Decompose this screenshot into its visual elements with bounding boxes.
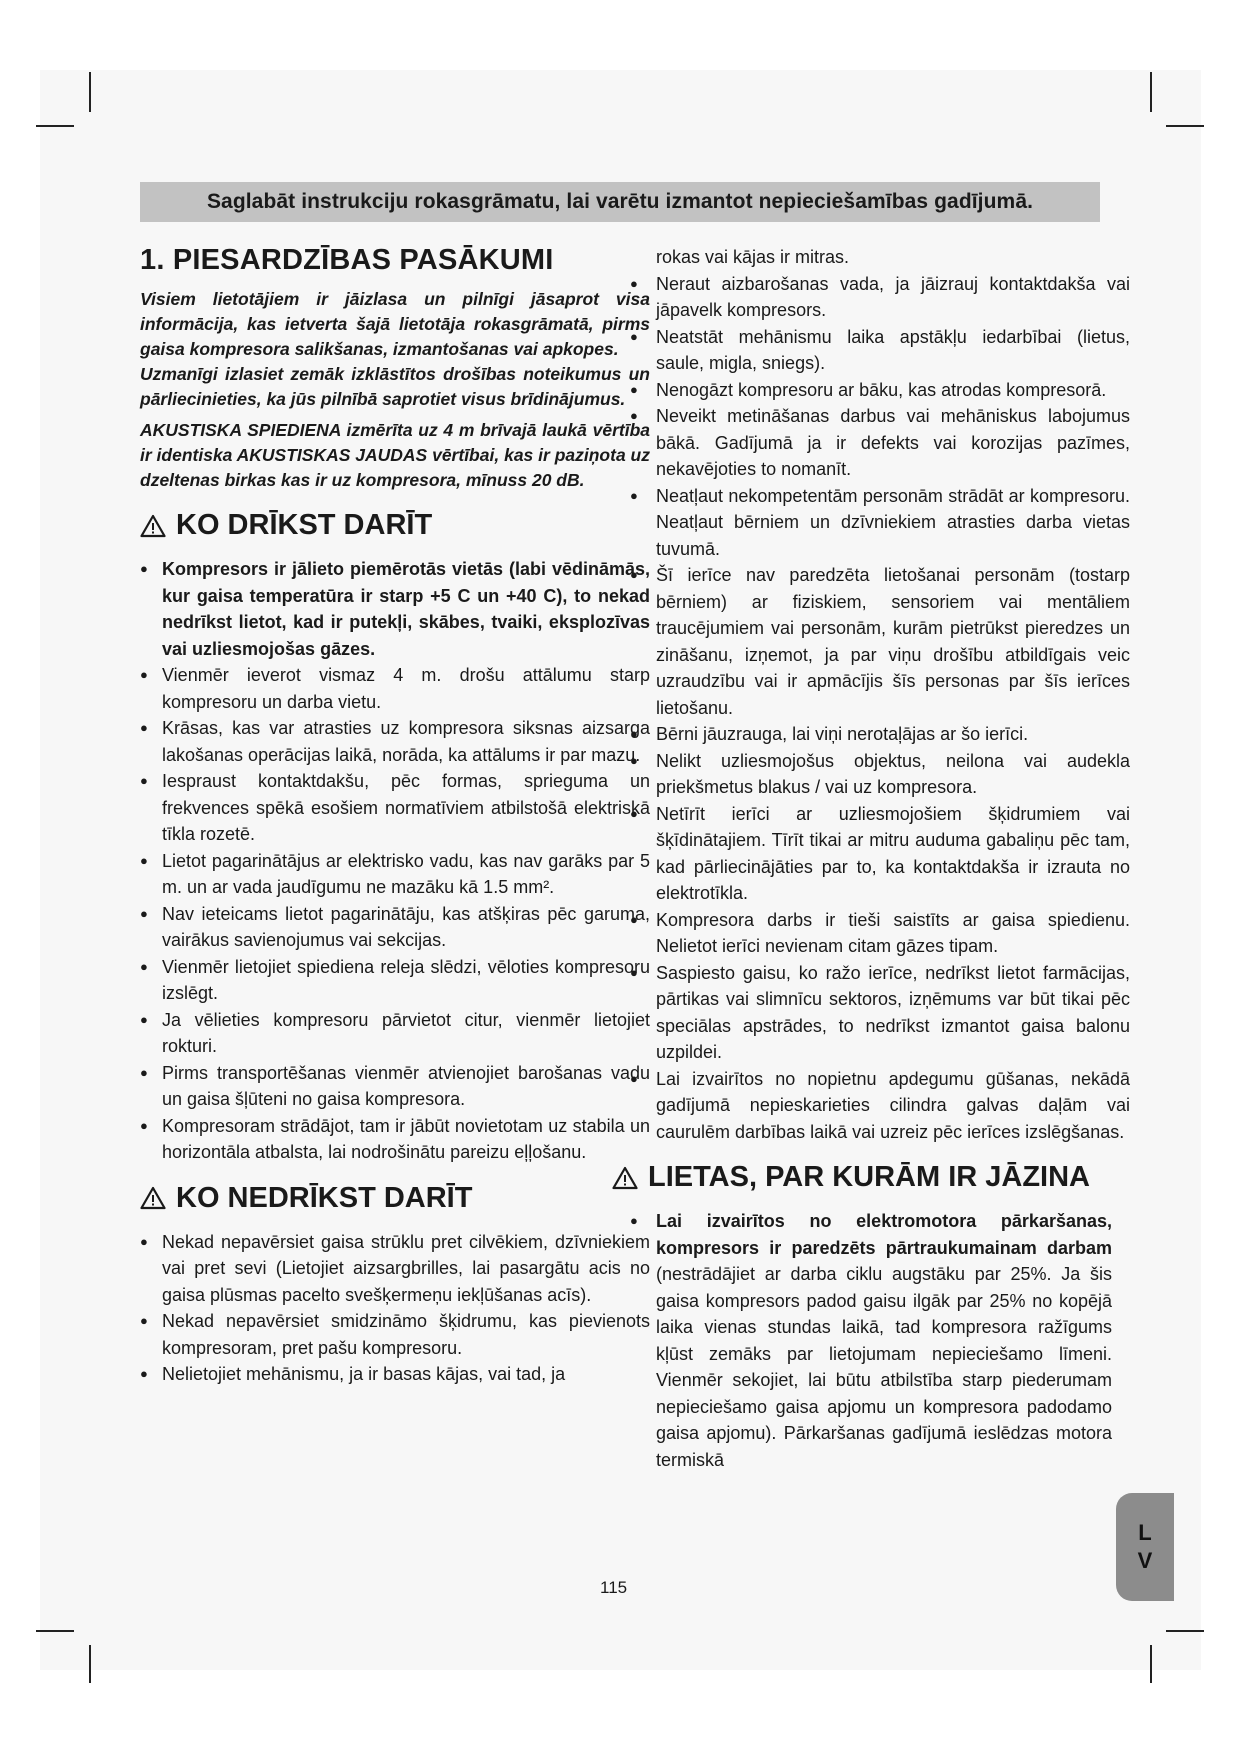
- list-item: ● Saspiesto gaisu, ko ražo ierīce, nedrīkst lietot farmācijas, pārtikas vai slimnīcu sektoros, izņēmums var būt tikai pēc speciālas apstrādes, to nedrīkst izmantot gaisa balonu uzpildei.: [630, 960, 1130, 1066]
- note-title: LIETAS, PAR KURĀM IR JĀZINA: [648, 1161, 1090, 1193]
- list-item: ● Neatstāt mehānismu laika apstākļu iedarbībai (lietus, saule, migla, sniegs).: [630, 324, 1130, 377]
- crop-mark: [89, 72, 91, 112]
- crop-mark: [1150, 1645, 1152, 1683]
- left-column: [140, 244, 650, 1388]
- crop-mark: [1150, 72, 1152, 112]
- dont-list-left: [140, 1229, 650, 1388]
- section-title: 1. PIESARDZĪBAS PASĀKUMI: [140, 244, 554, 276]
- note-bold-text: Lai izvairītos no elektromotora pārkaršanas, kompresors ir paredzēts pārtraukumainam darbam: [656, 1211, 1112, 1258]
- crop-mark: [1166, 125, 1204, 127]
- list-item: ● Nav ieteicams lietot pagarinātāju, kas atšķiras pēc garuma, vairākus savienojumus vai sekcijas.: [140, 901, 650, 954]
- list-item: ● Iespraust kontaktdakšu, pēc formas, sprieguma un frekvences spēkā esošiem normatīviem atbilstošā elektriskā tīkla rozetē.: [140, 768, 650, 848]
- notice-banner: Saglabāt instrukciju rokasgrāmatu, lai varētu izmantot nepieciešamības gadījumā.: [140, 182, 1100, 222]
- list-item: ● Vienmēr ieverot vismaz 4 m. drošu attālumu starp kompresoru un darba vietu.: [140, 662, 650, 715]
- list-item: ● Kompresoram strādājot, tam ir jābūt novietotam uz stabila un horizontāla atbalsta, lai nodrošinātu pareizu eļļošanu.: [140, 1113, 650, 1166]
- list-item: ● Nekad nepavērsiet gaisa strūklu pret cilvēkiem, dzīvniekiem vai pret sevi (Lietojiet aizsargbrilles, lai pasargātu acis no gaisa plūsmas pacelto svešķermeņu iekļūšanas acīs).: [140, 1229, 650, 1309]
- list-item: ● Lietot pagarinātājus ar elektrisko vadu, kas nav garāks par 5 m. un ar vada jaudīgumu ne mazāku kā 1.5 mm².: [140, 848, 650, 901]
- list-item: ● Nelietojiet mehānismu, ja ir basas kājas, vai tad, ja: [140, 1361, 650, 1388]
- list-item: ● Bērni jāuzrauga, lai viņi nerotaļājas ar šo ierīci.: [630, 721, 1130, 748]
- list-item: ● Nekad nepavērsiet smidzināmo šķidrumu, kas pievienots kompresoram, pret pašu kompresoru.: [140, 1308, 650, 1361]
- intro-paragraph: Visiem lietotājiem ir jāizlasa un pilnīgi jāsaprot visa informācija, kas ietverta šajā lietotāja rokasgrāmatā, pirms gaisa kompresora salikšanas, izmantošanas vai apkopes.: [140, 289, 650, 359]
- intro-text: [140, 287, 650, 493]
- page-number: 115: [600, 1578, 628, 1597]
- language-tab-letter: V: [1137, 1548, 1153, 1573]
- dont-list-right: [630, 271, 1130, 1146]
- list-item: ● Kompresora darbs ir tieši saistīts ar gaisa spiedienu. Nelietot ierīci nevienam citam gāzes tipam.: [630, 907, 1130, 960]
- list-item: ● Šī ierīce nav paredzēta lietošanai personām (tostarp bērniem) ar fiziskiem, sensoriem vai mentāliem traucējumiem vai personām, kurām pietrūkst pieredzes un zināšanu, izņemot, ja par viņu drošību atbildīgais veic uzraudzību vai ir apmācījis šīs personas par šīs ierīces lietošanu.: [630, 562, 1130, 721]
- language-tab-letter: L: [1138, 1520, 1152, 1545]
- list-item: ● Nenogāzt kompresoru ar bāku, kas atrodas kompresorā.: [630, 377, 1130, 404]
- list-item: ● Neraut aizbarošanas vada, ja jāizrauj kontaktdakša vai jāpavelk kompresors.: [630, 271, 1130, 324]
- intro-paragraph: AKUSTISKA SPIEDIENA izmērīta uz 4 m brīvajā laukā vērtība ir identiska AKUSTISKAS JAUDAS vērtībai, kas ir paziņota uz dzeltenas birkas kas ir uz kompresora, mīnuss 20 dB.: [140, 420, 650, 490]
- list-item: ● Netīrīt ierīci ar uzliesmojošiem šķidrumiem vai šķīdinātajiem. Tīrīt tikai ar mitru auduma gabaliņu pēc tam, kad pārliecinājāties par to, ka kontaktdakša ir izrauta no elektrotīkla.: [630, 801, 1130, 907]
- crop-mark: [36, 1630, 74, 1632]
- language-tab: [1116, 1493, 1174, 1601]
- list-item: ● Kompresors ir jālieto piemērotās vietās (labi vēdināmās, kur gaisa temperatūra ir starp +5 C un +40 C), to nekad nedrīkst lietot, kad ir putekļi, skābes, tvaiki, eksplozīvas vai uzliesmojošas gāzes.: [140, 556, 650, 662]
- list-item: ● Pirms transportēšanas vienmēr atvienojiet barošanas vadu un gaisa šļūteni no gaisa kompresora.: [140, 1060, 650, 1113]
- do-heading: [140, 509, 650, 542]
- warning-triangle-icon: [140, 514, 166, 538]
- dont-title: KO NEDRĪKST DARĪT: [176, 1181, 473, 1214]
- continued-text: rokas vai kājas ir mitras.: [656, 247, 850, 267]
- crop-mark: [1166, 1630, 1204, 1632]
- crop-mark: [89, 1645, 91, 1683]
- list-item: ● Neveikt metināšanas darbus vai mehāniskus labojumus bākā. Gadījumā ja ir defekts vai korozijas pazīmes, nekavējoties to nomanīt.: [630, 403, 1130, 483]
- note-text: (nestrādājiet ar darba ciklu augstāku par 25%. Ja šis gaisa kompresors padod gaisu ilgāk par 25% no kopējā laika vienas stundas laikā, tad kompresora ražīgums kļūst zemāks par lietojumam nepieciešamo līmeni. Vienmēr sekojiet, lai būtu atbilstība starp piederumam nepieciešamo gaisa apjomu un kompresora padodamo gaisa apjomu). Pārkaršanas gadījumā ieslēdzas motora termiskā: [656, 1264, 1112, 1470]
- list-item: ● Nelikt uzliesmojošus objektus, neilona vai audekla priekšmetus blakus / vai uz kompresora.: [630, 748, 1130, 801]
- list-item: ● Ja vēlieties kompresoru pārvietot citur, vienmēr lietojiet rokturi.: [140, 1007, 650, 1060]
- note-heading: [612, 1161, 1130, 1194]
- intro-paragraph: Uzmanīgi izlasiet zemāk izklāstītos drošības noteikumus un pārliecinieties, ka jūs pilnībā saprotiet visus brīdinājumus.: [140, 364, 650, 409]
- dont-heading: [140, 1182, 650, 1215]
- crop-mark: [36, 125, 74, 127]
- list-item: ● Krāsas, kas var atrasties uz kompresora siksnas aizsarga lakošanas operācijas laikā, norāda, ka attālums ir par mazu.: [140, 715, 650, 768]
- list-item: ● Lai izvairītos no nopietnu apdegumu gūšanas, nekādā gadījumā nepieskarieties cilindra galvas daļām vai caurulēm darbības laikā vai uzreiz pēc ierīces izslēgšanas.: [630, 1066, 1130, 1146]
- warning-triangle-icon: [140, 1186, 166, 1210]
- do-title: KO DRĪKST DARĪT: [176, 509, 433, 541]
- warning-triangle-icon: [612, 1166, 638, 1190]
- do-list: [140, 556, 650, 1166]
- list-item: ● Neatļaut nekompetentām personām strādāt ar kompresoru. Neatļaut bērniem un dzīvniekiem atrasties darba vietas tuvumā.: [630, 483, 1130, 563]
- list-item: ● Vienmēr lietojiet spiediena releja slēdzi, vēloties kompresoru izslēgt.: [140, 954, 650, 1007]
- right-column: [630, 244, 1130, 1473]
- note-list: [630, 1208, 1130, 1473]
- list-item: [630, 1208, 1130, 1473]
